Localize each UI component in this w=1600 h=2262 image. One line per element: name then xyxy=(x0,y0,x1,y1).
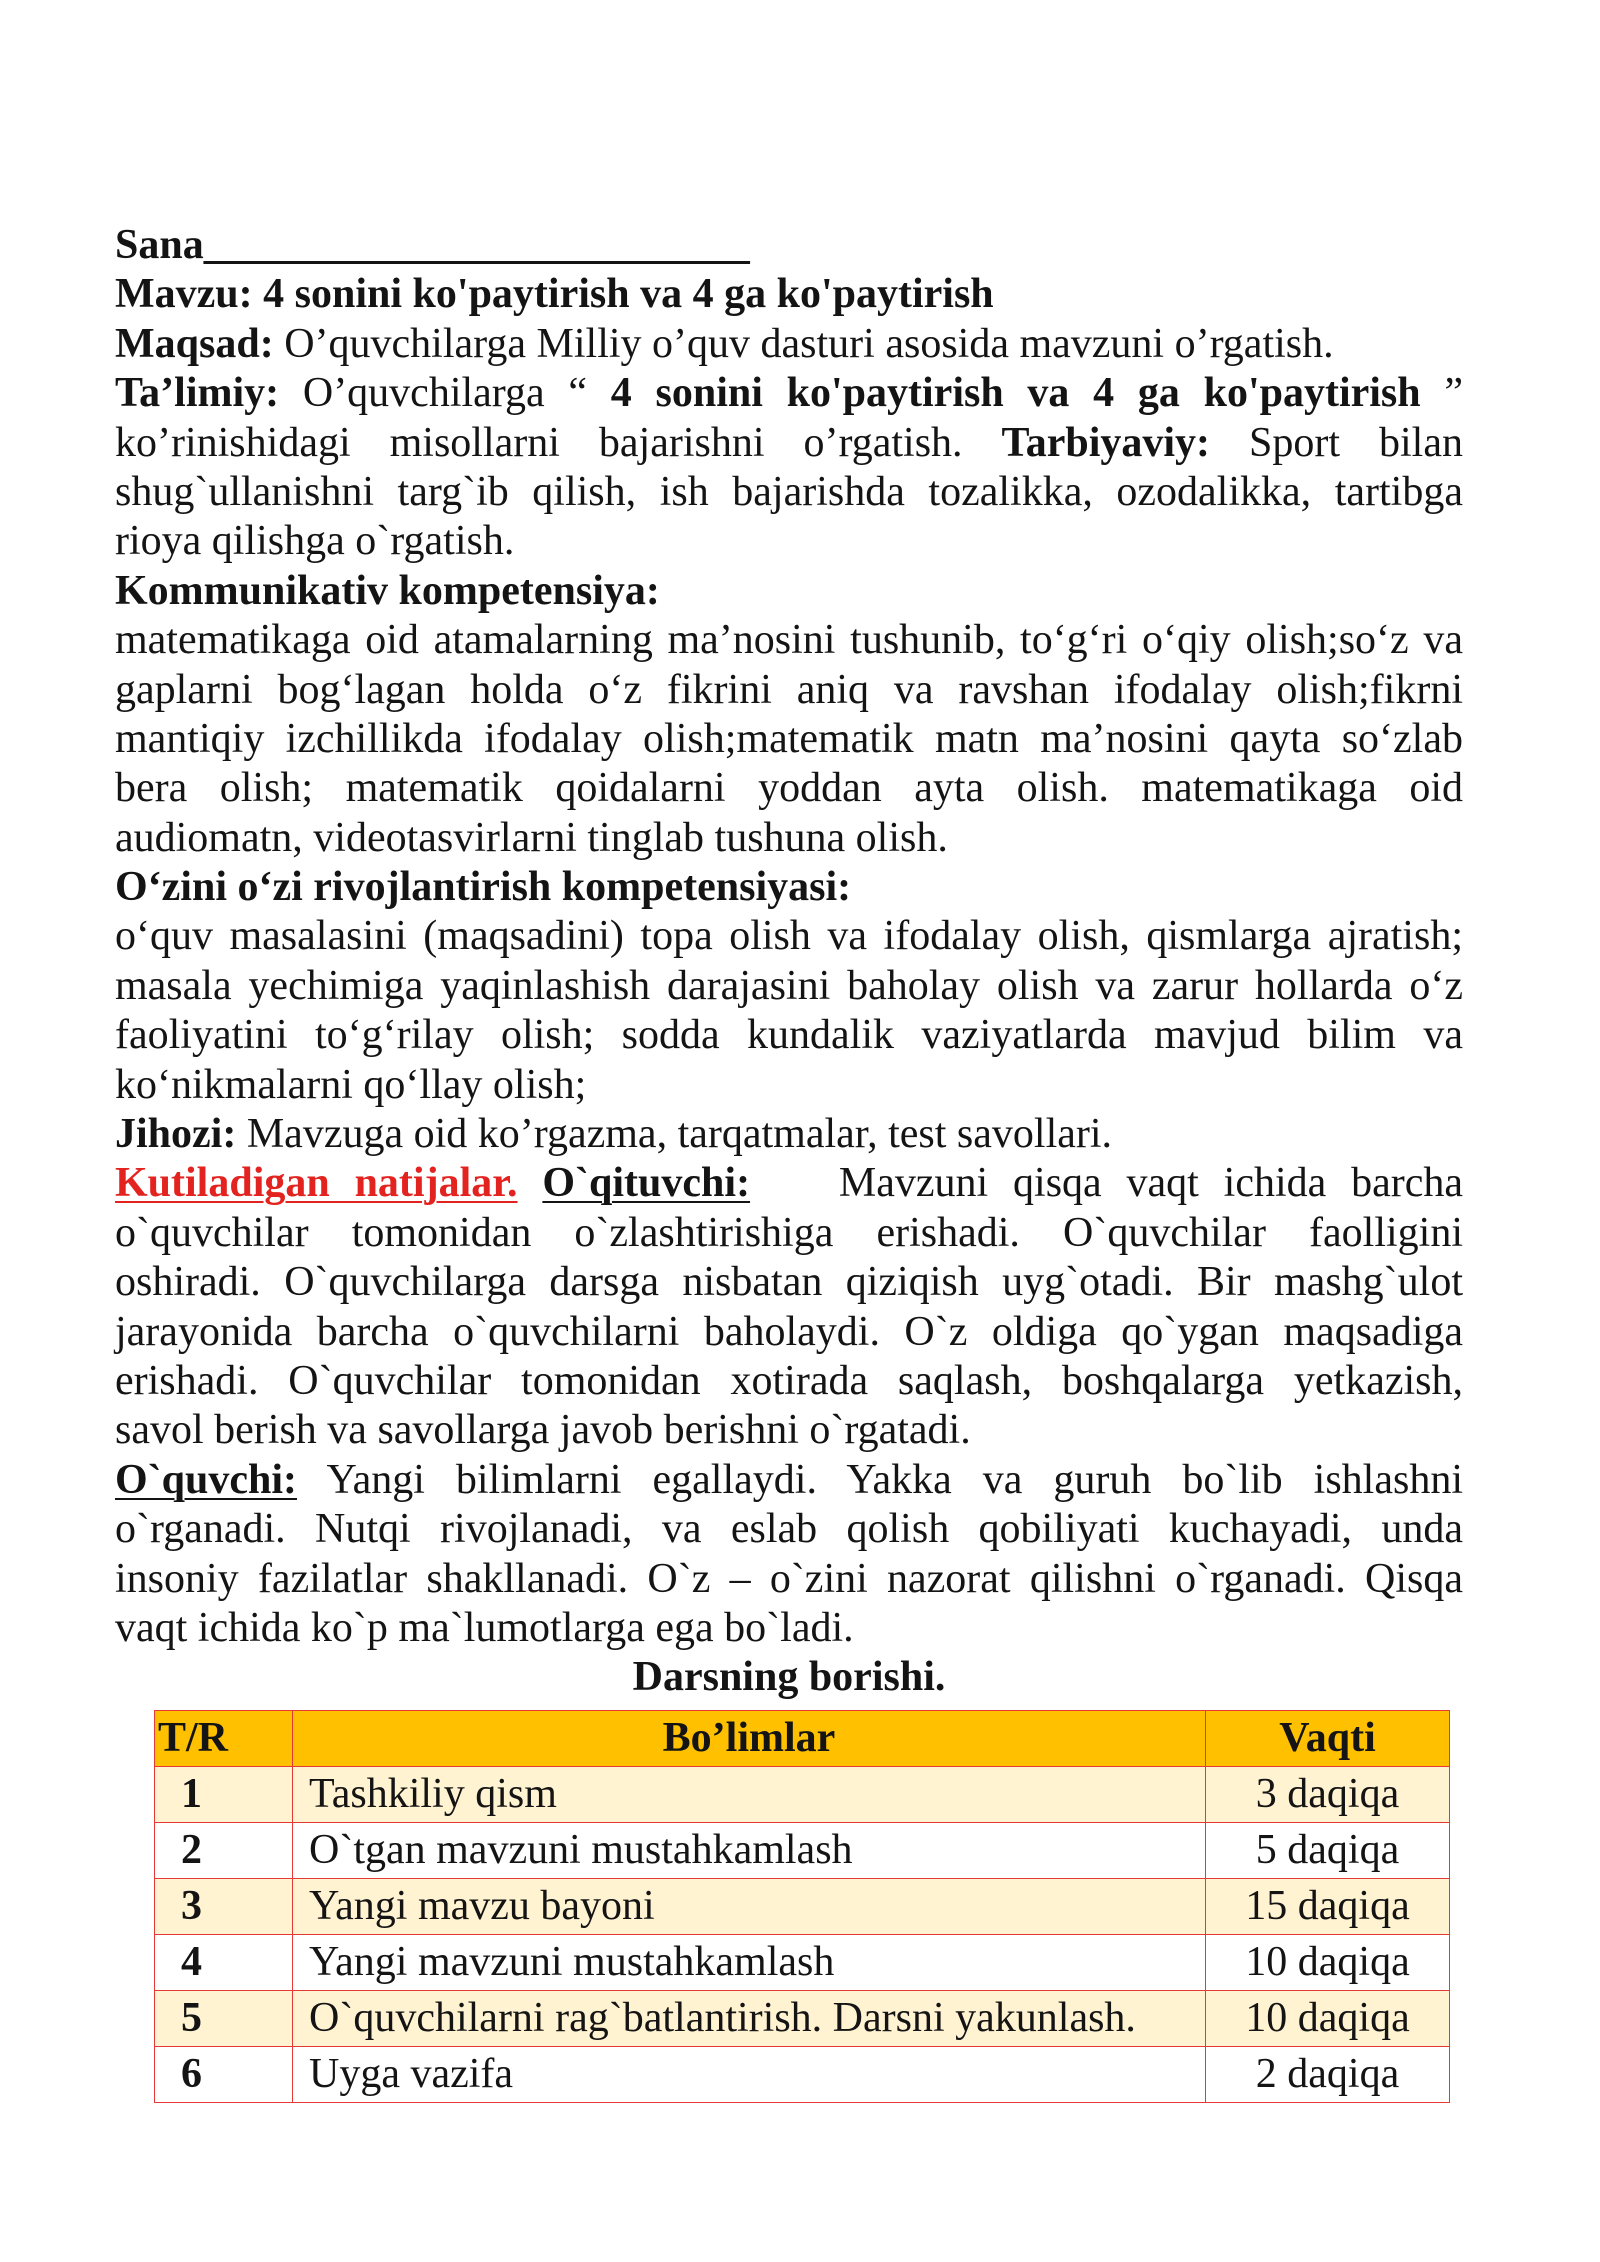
text-line: oshiradi. O`quvchilarga darsga nisbatan qiziqish uyg`otadi. Bir mashg`ulot xyxy=(115,1259,1463,1306)
educational-goal-continuation: ko’rinishidagi misollarni bajarishni o’rgatish. xyxy=(115,419,963,466)
text-line: savol berish va savollarga javob berishni o`rgatadi. xyxy=(115,1407,971,1454)
equipment-text: Mavzuga oid ko’rgazma, tarqatmalar, test savollari. xyxy=(246,1111,1113,1158)
text-line: o`quvchilar tomonidan o`zlashtirishiga erishadi. O`quvchilar faolligini xyxy=(115,1209,1463,1256)
row-time: 5 daqiqa xyxy=(1206,1823,1450,1879)
row-number: 6 xyxy=(155,2047,293,2103)
student-line xyxy=(115,1456,1463,1505)
teacher-text: Mavzuni qisqa vaqt ichida barcha xyxy=(838,1160,1464,1207)
column-header-sections: Bo’limlar xyxy=(293,1711,1206,1767)
text-line: audiomatn, videotasvirlarni tinglab tushuna olish. xyxy=(115,814,948,861)
text-line: gaplarni bog‘lagan holda o‘z fikrini aniq va ravshan ifodalay olish;fikrni xyxy=(115,666,1463,713)
text-line: vaqt ichida ko`p ma`lumotlarga ega bo`ladi. xyxy=(115,1604,854,1651)
goal-text: O’quvchilarga Milliy o’quv dasturi asosida mavzuni o’rgatish. xyxy=(284,320,1334,367)
table-row xyxy=(155,1991,1450,2047)
date-blank: __________________________ xyxy=(203,222,750,268)
text-line: matematikaga oid atamalarning ma’nosini tushunib, to‘g‘ri o‘qiy olish;so‘z va xyxy=(115,617,1463,664)
upbringing-goal-text: Sport bilan xyxy=(1249,419,1463,466)
text-line: ko‘nikmalarni qo‘llay olish; xyxy=(115,1061,587,1108)
date-line xyxy=(115,221,1463,270)
lesson-plan-body xyxy=(115,221,1463,1703)
section-heading: Kommunikativ kompetensiya: xyxy=(115,567,660,614)
row-section: Yangi mavzu bayoni xyxy=(293,1879,1206,1935)
table-row xyxy=(155,1767,1450,1823)
column-header-time: Vaqti xyxy=(1206,1711,1450,1767)
table-row xyxy=(155,2047,1450,2103)
student-text: Yangi bilimlarni egallaydi. Yakka va guruh bo`lib ishlashni xyxy=(326,1456,1463,1503)
upbringing-goal-label: Tarbiyaviy: xyxy=(1001,419,1211,466)
text-line: faoliyatini to‘g‘rilay olish; sodda kundalik vaziyatlarda mavjud bilim va xyxy=(115,1012,1463,1059)
text-line xyxy=(115,419,1463,468)
equipment-label: Jihozi: xyxy=(115,1111,237,1158)
row-section: O`tgan mavzuni mustahkamlash xyxy=(293,1823,1206,1879)
text-line: o‘quv masalasini (maqsadini) topa olish va ifodalay olish, qismlarga ajratish; xyxy=(115,913,1463,960)
row-time: 15 daqiqa xyxy=(1206,1879,1450,1935)
row-section: Tashkiliy qism xyxy=(293,1767,1206,1823)
section-heading: O‘zini o‘zi rivojlantirish kompetensiyasi: xyxy=(115,864,852,911)
column-header-number: T/R xyxy=(155,1711,293,1767)
topic-text: 4 sonini ko'paytirish va 4 ga ko'paytirish xyxy=(263,271,994,318)
row-number: 2 xyxy=(155,1823,293,1879)
equipment-line xyxy=(115,1110,1463,1159)
topic-label: Mavzu: xyxy=(115,271,253,318)
text-line: bera olish; matematik qoidalarni yoddan ayta olish. matematikaga oid xyxy=(115,765,1463,812)
student-label: O`quvchi: xyxy=(115,1456,298,1503)
teacher-label: O`qituvchi: xyxy=(542,1160,751,1207)
row-section: O`quvchilarni rag`batlantirish. Darsni yakunlash. xyxy=(293,1991,1206,2047)
row-number: 1 xyxy=(155,1767,293,1823)
table-row xyxy=(155,1935,1450,1991)
educational-goal-lead: O’quvchilarga “ xyxy=(302,370,588,417)
text-line: insoniy fazilatlar shakllanadi. O`z – o`zini nazorat qilishni o`rganadi. Qisqa xyxy=(115,1555,1463,1602)
date-label: Sana xyxy=(115,222,204,268)
table-row xyxy=(155,1823,1450,1879)
text-line: erishadi. O`quvchilar tomonidan xotirada saqlash, boshqalarga yetkazish, xyxy=(115,1357,1463,1404)
educational-goal-line xyxy=(115,369,1463,418)
educational-goal-topic: 4 sonini ko'paytirish va 4 ga ko'paytirish xyxy=(610,370,1421,417)
text-line: rioya qilishga o`rgatish. xyxy=(115,518,515,565)
table-header-row xyxy=(155,1711,1450,1767)
educational-goal-label: Ta’limiy: xyxy=(115,370,280,417)
lesson-plan-table xyxy=(154,1710,1450,2103)
row-section: Uyga vazifa xyxy=(293,2047,1206,2103)
goal-line xyxy=(115,320,1463,369)
row-time: 2 daqiqa xyxy=(1206,2047,1450,2103)
row-number: 5 xyxy=(155,1991,293,2047)
educational-goal-tail: ” xyxy=(1444,370,1464,417)
row-time: 10 daqiqa xyxy=(1206,1991,1450,2047)
row-time: 3 daqiqa xyxy=(1206,1767,1450,1823)
row-time: 10 daqiqa xyxy=(1206,1935,1450,1991)
row-number: 4 xyxy=(155,1935,293,1991)
row-section: Yangi mavzuni mustahkamlash xyxy=(293,1935,1206,1991)
text-line: masala yechimiga yaqinlashish darajasini baholay olish va zarur hollarda o‘z xyxy=(115,962,1463,1009)
text-line: shug`ullanishni targ`ib qilish, ish bajarishda tozalikka, ozodalikka, tartibga xyxy=(115,468,1463,515)
topic-line xyxy=(115,270,1463,319)
goal-label: Maqsad: xyxy=(115,320,274,367)
expected-results-line xyxy=(115,1159,1463,1208)
expected-results-heading: Kutiladigan natijalar. xyxy=(115,1160,518,1207)
text-line: jarayonida barcha o`quvchilarni baholaydi. O`z oldiga qo`ygan maqsadiga xyxy=(115,1308,1463,1355)
text-line: mantiqiy izchillikda ifodalay olish;matematik matn ma’nosini qayta so‘zlab xyxy=(115,715,1463,762)
table-row xyxy=(155,1879,1450,1935)
row-number: 3 xyxy=(155,1879,293,1935)
text-line: o`rganadi. Nutqi rivojlanadi, va eslab qolish qobiliyati kuchayadi, unda xyxy=(115,1506,1463,1553)
lesson-plan-title: Darsning borishi. xyxy=(632,1654,946,1701)
